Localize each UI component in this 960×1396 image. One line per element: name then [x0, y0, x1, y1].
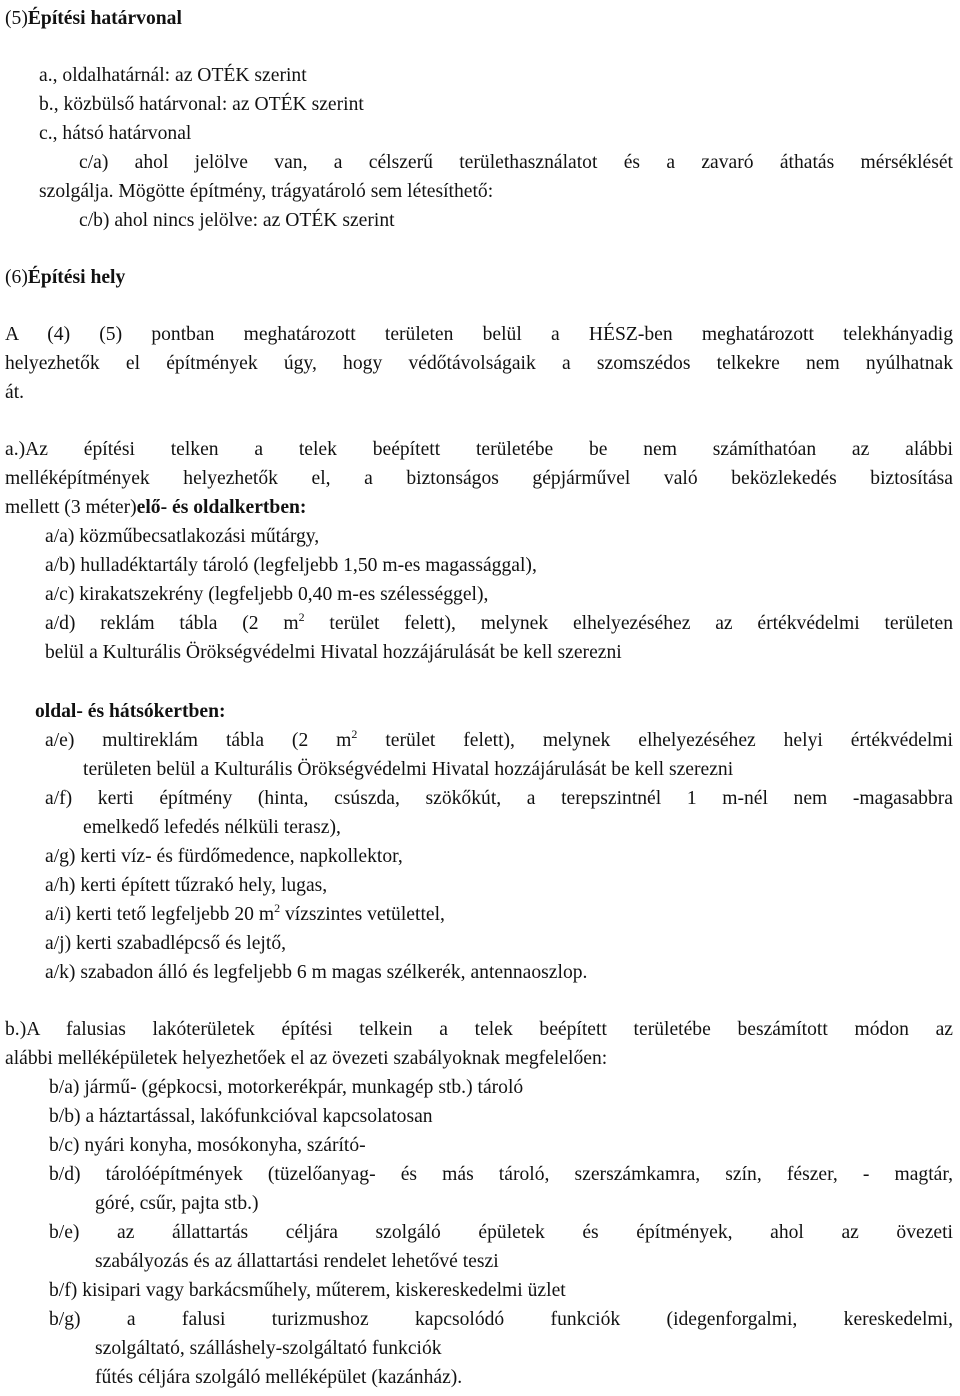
ae-text-pre: a/e) multireklám tábla (2 m — [45, 730, 352, 751]
part-b-line1: b.)A falusias lakóterületek építési telkein a telek beépített területébe beszámított módon az — [5, 1019, 953, 1040]
ai-text-pre: a/i) kerti tető legfeljebb 20 m — [45, 904, 275, 925]
section-6-title: Építési hely — [27, 267, 126, 288]
list-item-c: c., hátsó határvonal — [39, 123, 192, 144]
list-item-bb: b/b) a háztartással, lakófunkcióval kapcsolatosan — [49, 1106, 433, 1127]
list-item-ag: a/g) kerti víz- és fürdőmedence, napkollektor, — [45, 846, 403, 867]
spacer — [5, 407, 953, 435]
section-5-title: Építési határvonal — [27, 8, 182, 29]
ai-superscript: 2 — [274, 901, 281, 915]
spacer — [5, 667, 953, 697]
spacer — [5, 987, 953, 1015]
list-item-ak: a/k) szabadon álló és legfeljebb 6 m magas szélkerék, antennaoszlop. — [45, 962, 588, 983]
section-6-heading — [5, 263, 953, 292]
spacer — [5, 33, 953, 61]
list-item-af-line1: a/f) kerti építmény (hinta, csúszda, szökőkút, a terepszintnél 1 m-nél nem -magasabbra — [45, 788, 953, 809]
list-item-be-line2: szabályozás és az állattartási rendelet lehetővé teszi — [95, 1251, 499, 1272]
ae-text-post: terület felett), melynek elhelyezéséhez helyi értékvédelmi — [357, 730, 953, 751]
list-item-bg-line2: szolgáltató, szálláshely-szolgáltató funkciók — [95, 1338, 442, 1359]
ad-text-pre: a/d) reklám tábla (2 m — [45, 613, 299, 634]
section-5-heading — [5, 4, 953, 33]
ai-text-post: vízszintes vetülettel, — [280, 904, 445, 925]
document-page — [5, 4, 953, 1392]
list-item-ab: a/b) hulladéktartály tároló (legfeljebb 1,50 m-es magassággal), — [45, 555, 537, 576]
paragraph-line: át. — [5, 382, 25, 403]
list-item-bg-line1: b/g) a falusi turizmushoz kapcsolódó funkciók (idegenforgalmi, kereskedelmi, — [49, 1309, 953, 1330]
side-rear-garden-title: oldal- és hátsókertben: — [35, 701, 226, 722]
ad-text-post: terület felett), melynek elhelyezéséhez az értékvédelmi területen — [304, 613, 953, 634]
spacer — [5, 235, 953, 263]
list-item-ai — [5, 900, 953, 929]
list-item-ca-line1: c/a) ahol jelölve van, a célszerű területhasználatot és a zavaró áthatás mérséklését — [79, 152, 953, 173]
list-item-ah: a/h) kerti épített tűzrakó hely, lugas, — [45, 875, 328, 896]
list-item-cb: c/b) ahol nincs jelölve: az OTÉK szerint — [79, 210, 395, 231]
part-a-line3-text: mellett (3 méter) — [5, 497, 137, 518]
list-item-bd-line1: b/d) tárolóépítmények (tüzelőanyag- és más tároló, szerszámkamra, szín, fészer, - magtár, — [49, 1164, 953, 1185]
list-item-ac: a/c) kirakatszekrény (legfeljebb 0,40 m-es szélességgel), — [45, 584, 489, 605]
list-item-bf: b/f) kisipari vagy barkácsműhely, műterem, kiskereskedelmi üzlet — [49, 1280, 566, 1301]
part-a-line1: a.)Az építési telken a telek beépített területébe be nem számíthatóan az alábbi — [5, 439, 953, 460]
list-item-ad-line2: belül a Kulturális Örökségvédelmi Hivatal hozzájárulását be kell szerezni — [45, 642, 622, 663]
list-item-ba: b/a) jármű- (gépkocsi, motorkerékpár, munkagép stb.) tároló — [49, 1077, 524, 1098]
list-item-a: a., oldalhatárnál: az OTÉK szerint — [39, 65, 307, 86]
list-item-ad-line1 — [5, 609, 953, 638]
part-a-line2: melléképítmények helyezhetők el, a biztonságos gépjárművel való beközlekedés biztosítása — [5, 468, 953, 489]
spacer — [5, 292, 953, 320]
side-rear-garden-heading — [5, 697, 953, 726]
front-side-garden-heading: elő- és oldalkertben: — [136, 497, 307, 518]
list-item-af-line2: emelkedő lefedés nélküli terasz), — [83, 817, 341, 838]
paragraph-line: helyezhetők el építmények úgy, hogy védőtávolságaik a szomszédos telkekre nem nyúlhatnak — [5, 353, 953, 374]
section-6-number: (6) — [5, 267, 28, 288]
list-item-aj: a/j) kerti szabadlépcső és lejtő, — [45, 933, 287, 954]
part-b-line2: alábbi melléképületek helyezhetőek el az övezeti szabályoknak megfelelően: — [5, 1048, 608, 1069]
list-item-bg-line3: fűtés céljára szolgáló melléképület (kazánház). — [95, 1367, 463, 1388]
ae-superscript: 2 — [351, 727, 358, 741]
part-a-line3 — [5, 493, 953, 522]
list-item-b: b., közbülső határvonal: az OTÉK szerint — [39, 94, 364, 115]
list-item-ae-line1 — [5, 726, 953, 755]
list-item-be-line1: b/e) az állattartás céljára szolgáló épületek és építmények, ahol az övezeti — [49, 1222, 953, 1243]
paragraph-line: A (4) (5) pontban meghatározott területen belül a HÉSZ-ben meghatározott telekhányadig — [5, 324, 953, 345]
list-item-bc: b/c) nyári konyha, mosókonyha, szárító- — [49, 1135, 366, 1156]
section-5-number: (5) — [5, 8, 28, 29]
list-item-ae-line2: területen belül a Kulturális Örökségvédelmi Hivatal hozzájárulását be kell szerezni — [83, 759, 734, 780]
ad-superscript: 2 — [298, 610, 305, 624]
list-item-aa: a/a) közműbecsatlakozási műtárgy, — [45, 526, 320, 547]
list-item-ca-line2: szolgálja. Mögötte építmény, trágyatároló sem létesíthető: — [39, 181, 494, 202]
list-item-bd-line2: góré, csűr, pajta stb.) — [95, 1193, 259, 1214]
